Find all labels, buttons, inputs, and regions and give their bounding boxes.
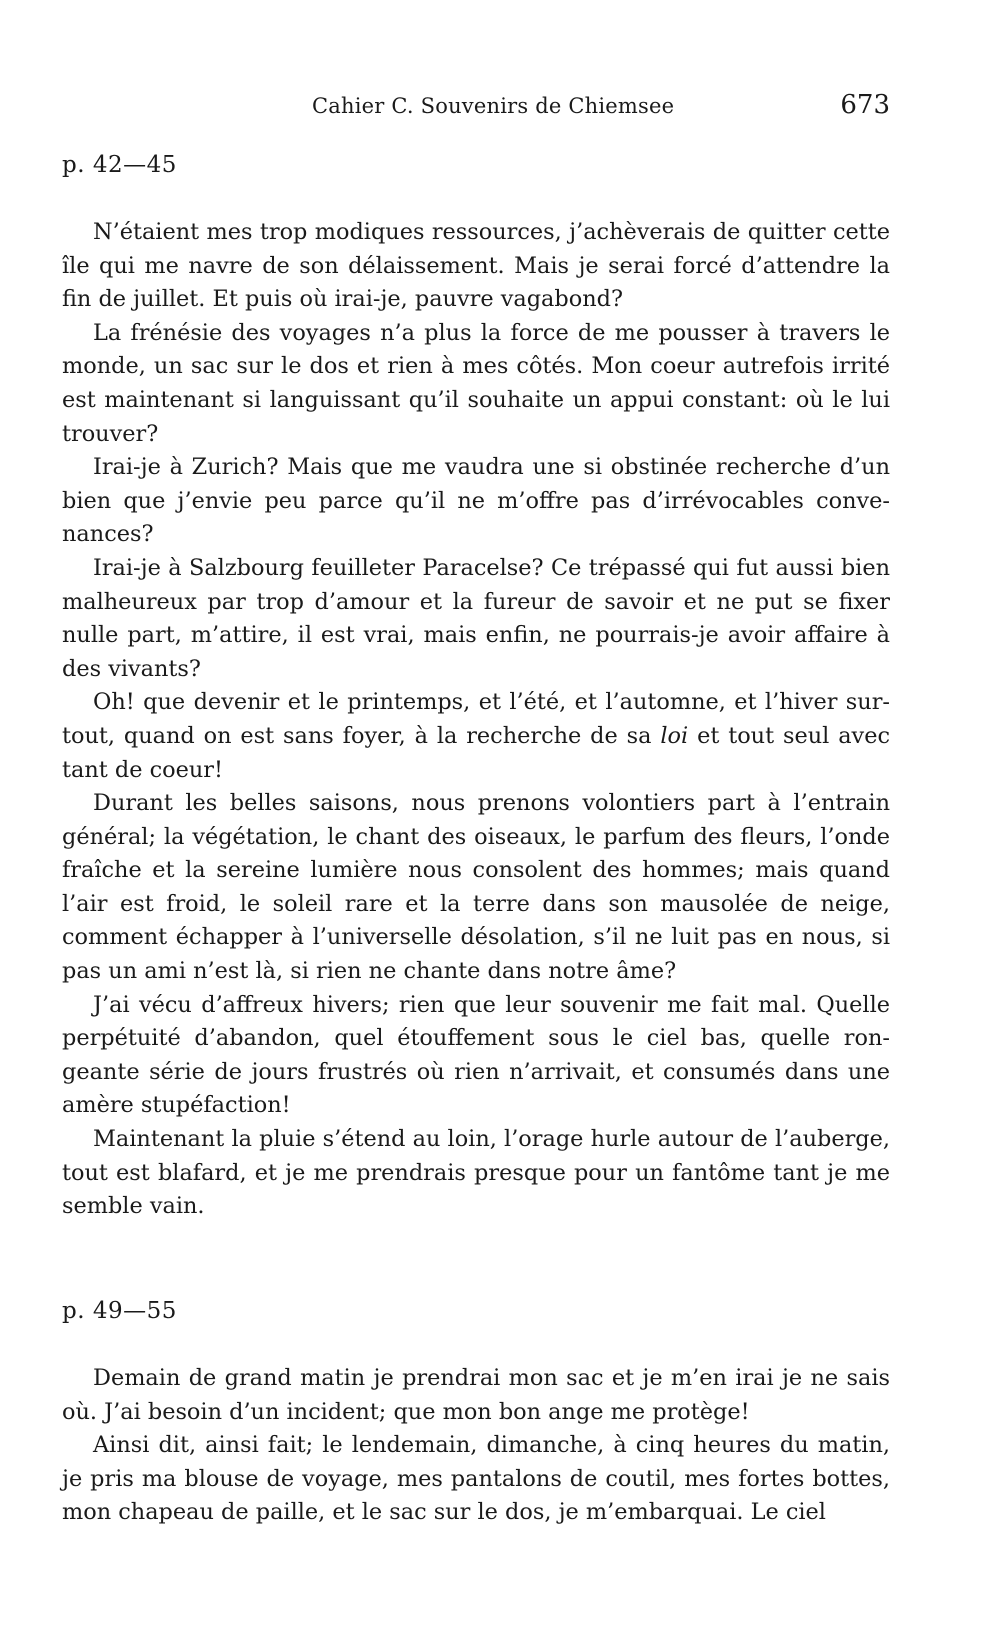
- paragraph: J’ai vécu d’affreux hivers; rien que leur souvenir me fait mal. Quelle perpétuité d’abandon, quel étouffement sous le ciel bas, quelle rongeante série de jours frustrés où rien n’arrivait, et consumés dans une amère stupéfaction!: [62, 991, 890, 1119]
- paragraph: N’étaient mes trop modiques ressources, j’achèverais de quitter cette île qui me navre de son délaissement. Mais je serai forcé d’attendre la fin de juillet. Et puis où irai-je, pauvre vagabond?: [62, 219, 890, 313]
- section-body-p42-45: [62, 216, 890, 1224]
- section-heading-p42-45: p. 42—45: [62, 152, 177, 178]
- paragraph-text: et tout seul avec tant de coeur!: [62, 722, 890, 783]
- paragraph-text: Oh! que devenir et le printemps, et l’été, et l’automne, et l’hiver surtout, quand on est sans foyer, à la recherche de sa: [62, 689, 890, 749]
- paragraph: Ainsi dit, ainsi fait; le lendemain, dimanche, à cinq heures du matin, je pris ma blouse de voyage, mes pantalons de coutil, mes fortes bottes, mon chapeau de paille, et le sac sur le dos, je m’embarquai. Le ciel: [62, 1432, 890, 1526]
- paragraph: Maintenant la pluie s’étend au loin, l’orage hurle autour de l’auberge, tout est blafard, et je me prendrais presque pour un fantôme tant je me semble vain.: [62, 1126, 890, 1220]
- paragraph-oh: [62, 686, 890, 787]
- paragraph: Durant les belles saisons, nous prenons volontiers part à l’entrain général; la végétation, le chant des oiseaux, le parfum des fleurs, l’onde fraîche et la sereine lumière nous consolent des hommes; mais quand l’air est froid, le soleil rare et la terre dans son mausolée de neige, comment échapper à l’universelle désolation, s’il ne luit pas en nous, si pas un ami n’est là, si rien ne chante dans notre âme?: [62, 790, 890, 985]
- page-header: [62, 90, 890, 130]
- paragraph: La frénésie des voyages n’a plus la force de me pousser à travers le monde, un sac sur le dos et rien à mes côtés. Mon coeur autrefois irrité est maintenant si languissant qu’il souhaite un appui constant: où le lui trouver?: [62, 319, 890, 447]
- page-number: 673: [840, 90, 890, 120]
- paragraph: Irai-je à Salzbourg feuilleter Paracelse? Ce trépassé qui fut aussi bien malheureux par trop d’amour et la fureur de savoir et ne put se fixer nulle part, m’attire, il est vrai, mais enfin, ne pourrais-je avoir affaire à des vivants?: [62, 554, 890, 682]
- paragraph: Demain de grand matin je prendrai mon sac et je m’en irai je ne sais où. J’ai besoin d’un incident; que mon bon ange me protège!: [62, 1365, 890, 1425]
- section-heading-p49-55: p. 49—55: [62, 1298, 177, 1324]
- paragraph: Irai-je à Zurich? Mais que me vaudra une si obstinée recherche d’un bien que j’envie peu parce qu’il ne m’offre pas d’irrévocables convenances?: [62, 454, 890, 548]
- emphasis-loi: loi: [660, 722, 689, 749]
- section-body-p49-55: [62, 1362, 890, 1530]
- running-title: Cahier C. Souvenirs de Chiemsee: [312, 94, 675, 118]
